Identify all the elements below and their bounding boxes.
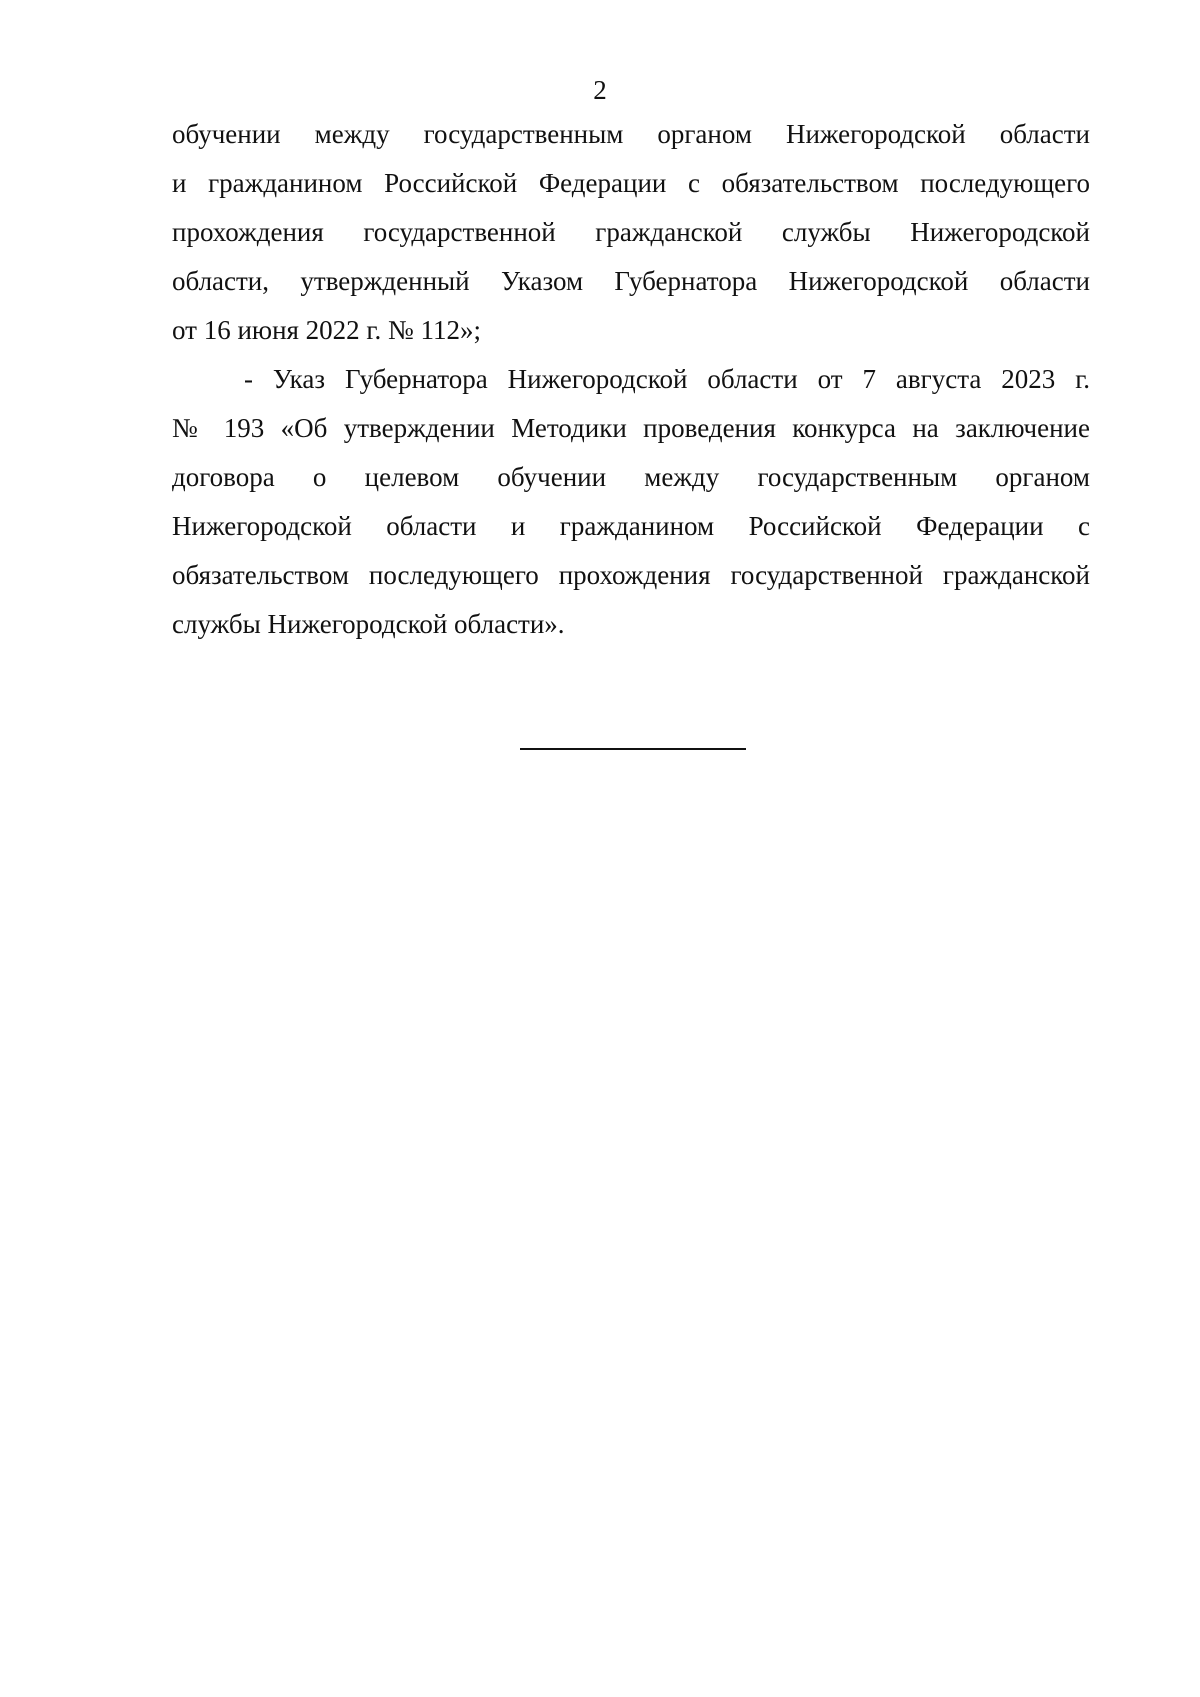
text-line: области, утвержденный Указом Губернатора Нижегородской области <box>172 266 1090 296</box>
document-body <box>172 110 1090 649</box>
text-line: и гражданином Российской Федерации с обязательством последующего <box>172 168 1090 198</box>
text-line: от 16 июня 2022 г. № 112»; <box>172 315 481 345</box>
text-line: Нижегородской области и гражданином Российской Федерации с <box>172 511 1090 541</box>
text-line: обязательством последующего прохождения государственной гражданской <box>172 560 1090 590</box>
text-line: № 193 «Об утверждении Методики проведения конкурса на заключение <box>172 413 1090 443</box>
text-line: службы Нижегородской области». <box>172 609 565 639</box>
paragraph-decree-item <box>172 355 1090 649</box>
text-line: договора о целевом обучении между государственным органом <box>172 462 1090 492</box>
text-line: обучении между государственным органом Нижегородской области <box>172 119 1090 149</box>
text-line: прохождения государственной гражданской службы Нижегородской <box>172 217 1090 247</box>
page-number: 2 <box>593 75 607 105</box>
paragraph-continuation <box>172 110 1090 355</box>
text-line: - Указ Губернатора Нижегородской области от 7 августа 2023 г. <box>244 364 1090 394</box>
end-divider-line <box>520 748 746 750</box>
